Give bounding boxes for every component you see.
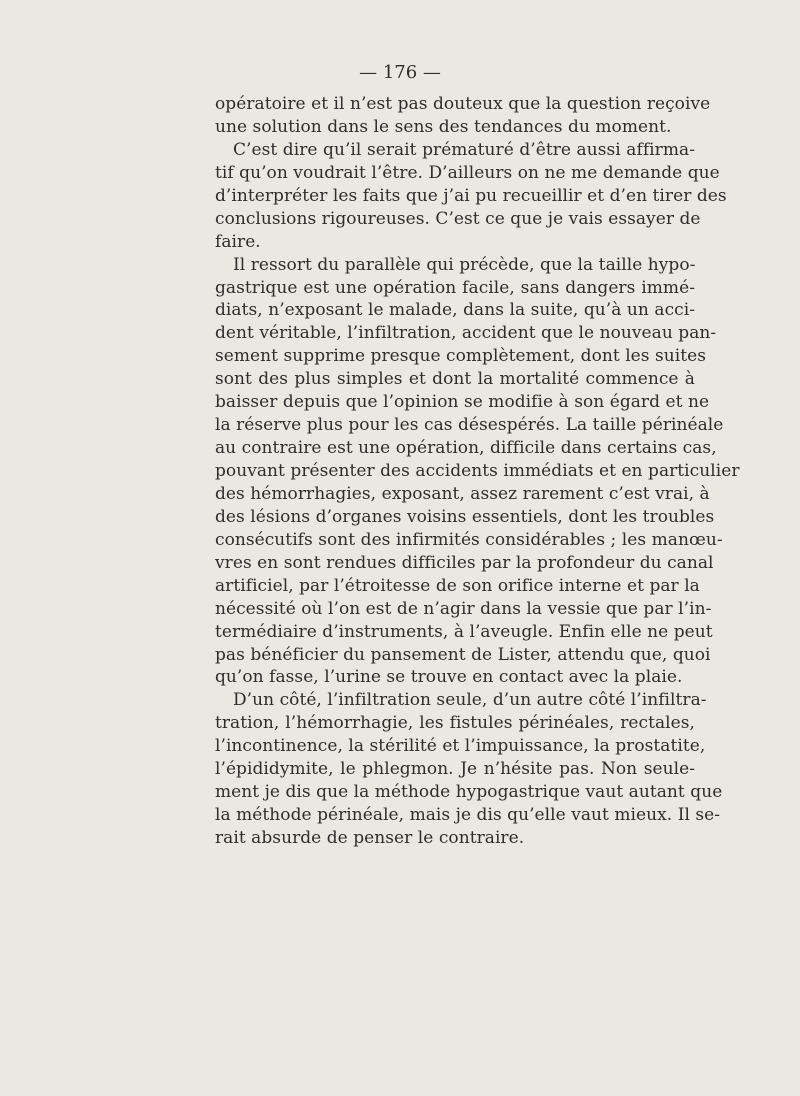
- text-line: tration, l’hémorrhagie, les fistules périnéales, rectales,: [215, 713, 695, 734]
- text-line: opératoire et il n’est pas douteux que la question reçoive: [215, 94, 711, 114]
- text-line: d’interpréter les faits que j’ai pu recueillir et d’en tirer des: [215, 185, 727, 206]
- text-line: diats, n’exposant le malade, dans la suite, qu’à un acci-: [215, 300, 695, 321]
- text-line: une solution dans le sens des tendances du moment.: [215, 116, 672, 137]
- text-line: pas bénéficier du pansement de Lister, attendu que, quoi: [215, 644, 711, 665]
- body-text: [215, 93, 740, 850]
- text-line: nécessité où l’on est de n’agir dans la vessie que par l’in-: [215, 598, 712, 619]
- text-line: l’incontinence, la stérilité et l’impuissance, la prostatite,: [215, 736, 706, 757]
- text-line: pouvant présenter des accidents immédiats et en particulier: [215, 461, 740, 481]
- text-line: Il ressort du parallèle qui précède, que la taille hypo-: [233, 254, 696, 275]
- text-line: C’est dire qu’il serait prématuré d’être aussi affirma-: [233, 139, 695, 160]
- text-line: termédiaire d’instruments, à l’aveugle. Enfin elle ne peut: [215, 621, 713, 642]
- text-line: qu’on fasse, l’urine se trouve en contact avec la plaie.: [215, 667, 683, 688]
- text-line: dent véritable, l’infiltration, accident que le nouveau pan-: [215, 323, 717, 344]
- text-line: consécutifs sont des infirmités considérables ; les manœu-: [215, 529, 723, 550]
- text-line: faire.: [215, 231, 261, 252]
- text-line: l’épididymite, le phlegmon. Je n’hésite pas. Non seule-: [215, 759, 695, 780]
- text-line: la méthode périnéale, mais je dis qu’elle vaut mieux. Il se-: [215, 805, 721, 826]
- text-line: sont des plus simples et dont la mortalité commence à: [215, 369, 695, 390]
- text-line: la réserve plus pour les cas désespérés. La taille périnéale: [215, 415, 724, 436]
- text-line: gastrique est une opération facile, sans dangers immé-: [215, 277, 695, 298]
- text-line: tif qu’on voudrait l’être. D’ailleurs on ne me demande que: [215, 162, 720, 183]
- text-line: artificiel, par l’étroitesse de son orifice interne et par la: [215, 575, 700, 596]
- text-line: sement supprime presque complètement, dont les suites: [215, 346, 707, 367]
- text-line: des hémorrhagies, exposant, assez rarement c’est vrai, à: [215, 483, 710, 504]
- text-line: baisser depuis que l’opinion se modifie à son égard et ne: [215, 392, 710, 413]
- text-line: ment je dis que la méthode hypogastrique vaut autant que: [215, 782, 723, 803]
- text-line: D’un côté, l’infiltration seule, d’un autre côté l’infiltra-: [233, 690, 707, 711]
- text-line: vres en sont rendues difficiles par la profondeur du canal: [215, 552, 714, 573]
- text-line: rait absurde de penser le contraire.: [215, 828, 525, 848]
- text-line: au contraire est une opération, difficile dans certains cas,: [215, 438, 717, 459]
- page-number: — 176 —: [359, 62, 441, 83]
- text-line: conclusions rigoureuses. C’est ce que je vais essayer de: [215, 208, 701, 229]
- text-line: des lésions d’organes voisins essentiels, dont les troubles: [215, 506, 715, 527]
